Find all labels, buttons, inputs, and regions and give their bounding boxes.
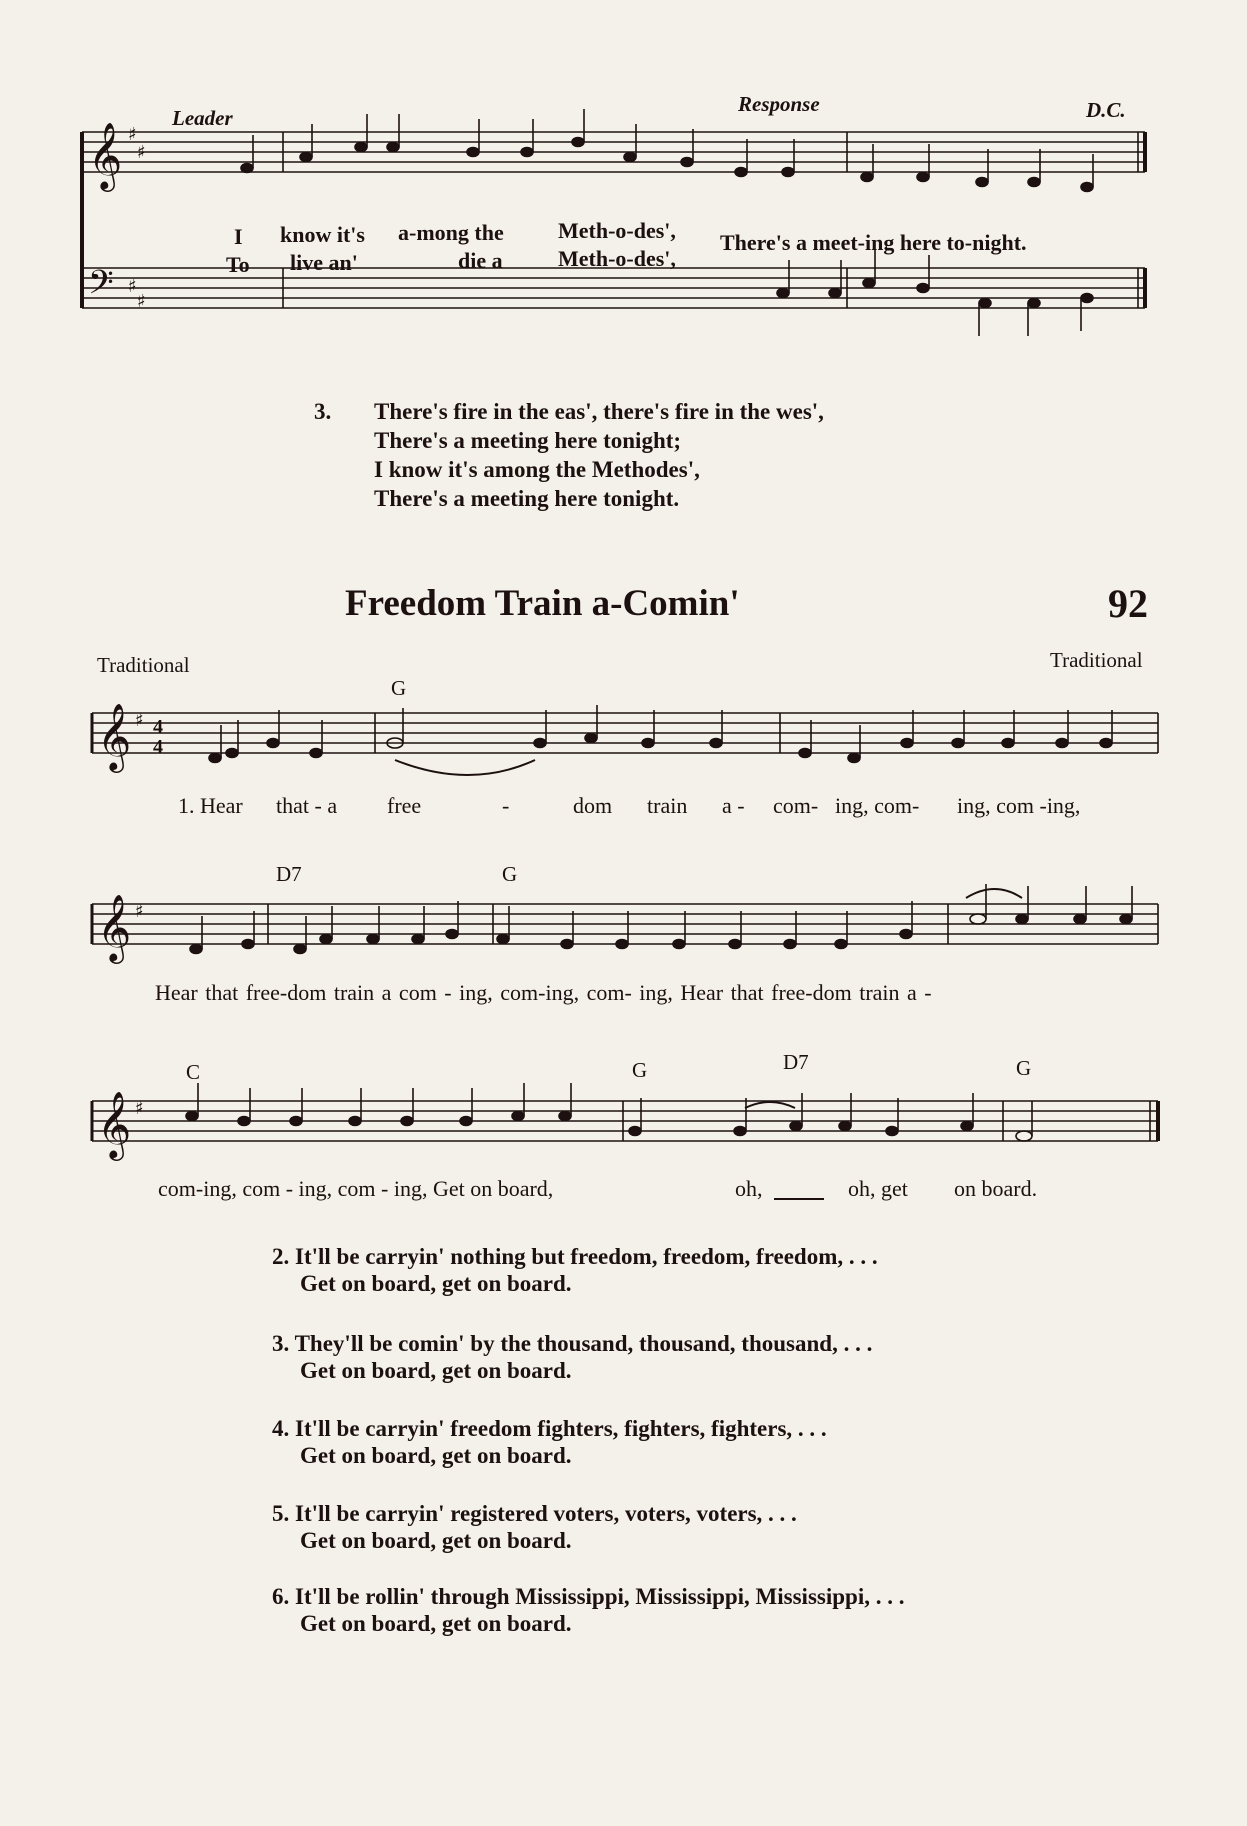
lyric-line2-word: die a: [458, 248, 503, 273]
lyric-word: oh,: [735, 1176, 763, 1201]
bass-clef-icon: 𝄢: [88, 264, 114, 310]
lyric-word: ing, com -ing,: [957, 793, 1081, 818]
chord-symbol: G: [1016, 1056, 1032, 1080]
lyric-line1-word: a-mong the: [398, 220, 504, 245]
treble-clef-icon: 𝄞: [97, 702, 132, 770]
lyric-line: com-ing, com - ing, com - ing, Get on board,: [158, 1176, 554, 1201]
lyric-line1-word: I: [234, 224, 243, 249]
credit-left: Traditional: [97, 653, 190, 677]
verse-6: [272, 1583, 904, 1637]
verse-line: Get on board, get on board.: [300, 1358, 572, 1383]
chord-symbol: G: [632, 1058, 648, 1082]
chord-symbol: G: [391, 676, 407, 700]
verse-5: [272, 1500, 797, 1554]
leader-label: Leader: [172, 106, 233, 130]
svg-text:♯: ♯: [137, 291, 146, 312]
response-label: Response: [738, 92, 820, 116]
lyric-line2-word: Meth-o-des',: [558, 246, 676, 271]
dc-label: D.C.: [1086, 98, 1126, 122]
treble-clef-icon: 𝄞: [97, 1090, 132, 1158]
lyric-line2-word: To: [226, 252, 250, 277]
verse-line: I know it's among the Methodes',: [374, 457, 700, 482]
lyric-line2-word: live an': [290, 250, 358, 275]
treble-clef-icon: 𝄞: [88, 121, 123, 189]
lyric-line1-word: know it's: [280, 222, 365, 247]
svg-text:♯: ♯: [128, 124, 137, 145]
lyric-word: ing, com-: [835, 793, 920, 818]
lyric-word: on board.: [954, 1176, 1038, 1201]
lyric-line: Hear that free-dom train a com - ing, com-ing, com- ing, Hear that free-dom train a -: [155, 980, 932, 1005]
lyric-word: free: [387, 793, 422, 818]
verse-line: There's a meeting here tonight;: [374, 428, 682, 453]
lyric-word: oh, get: [848, 1176, 908, 1201]
chord-symbol: C: [186, 1060, 201, 1084]
verse-line: 5. It'll be carryin' registered voters, voters, voters, . . .: [272, 1501, 797, 1526]
svg-text:♯: ♯: [128, 276, 137, 297]
lyric-word: dom: [573, 793, 613, 818]
verse-number: 3.: [314, 399, 332, 424]
chord-symbol: D7: [276, 862, 302, 886]
verse-line: Get on board, get on board.: [300, 1528, 572, 1553]
verse-line: There's fire in the eas', there's fire in the wes',: [374, 399, 824, 424]
lyric-word: that - a: [276, 793, 338, 818]
verse-2: [272, 1243, 878, 1297]
staff-system-3: [92, 1101, 1158, 1141]
staff-system-1: [92, 713, 1158, 753]
verse-4: [272, 1415, 827, 1469]
svg-text:♯: ♯: [135, 901, 144, 922]
verse-line: Get on board, get on board.: [300, 1271, 572, 1296]
response-lyric: There's a meet-ing here to-night.: [720, 230, 1027, 255]
treble-clef-icon: 𝄞: [97, 893, 132, 961]
verse-line: There's a meeting here tonight.: [374, 486, 680, 511]
verse-line: Get on board, get on board.: [300, 1611, 572, 1636]
verse-line: 2. It'll be carryin' nothing but freedom, freedom, freedom, . . .: [272, 1244, 878, 1269]
verse-line: 3. They'll be comin' by the thousand, thousand, thousand, . . .: [272, 1331, 873, 1356]
lyric-word: -: [502, 793, 510, 818]
lyric-line1-word: Meth-o-des',: [558, 218, 676, 243]
verse-line: 4. It'll be carryin' freedom fighters, fighters, fighters, . . .: [272, 1416, 827, 1441]
svg-text:♯: ♯: [135, 710, 144, 731]
verse-3: [272, 1330, 872, 1384]
credit-right: Traditional: [1050, 648, 1143, 672]
lyric-word: com-: [773, 793, 819, 818]
svg-text:♯: ♯: [137, 142, 146, 163]
verse-line: 6. It'll be rollin' through Mississippi, Mississippi, Mississippi, . . .: [272, 1584, 905, 1609]
lyric-word: 1. Hear: [178, 793, 243, 818]
lyric-word: train: [647, 793, 688, 818]
svg-text:4: 4: [153, 716, 163, 738]
svg-text:♯: ♯: [135, 1098, 144, 1119]
svg-text:4: 4: [153, 736, 163, 758]
song-title: Freedom Train a-Comin': [345, 583, 740, 624]
verse-line: Get on board, get on board.: [300, 1443, 572, 1468]
chord-symbol: D7: [783, 1050, 809, 1074]
lyric-word: a -: [722, 793, 745, 818]
chord-symbol: G: [502, 862, 518, 886]
staff-system-2: [92, 904, 1158, 944]
top-verse-3: [314, 397, 824, 513]
song-number: 92: [1108, 581, 1148, 626]
